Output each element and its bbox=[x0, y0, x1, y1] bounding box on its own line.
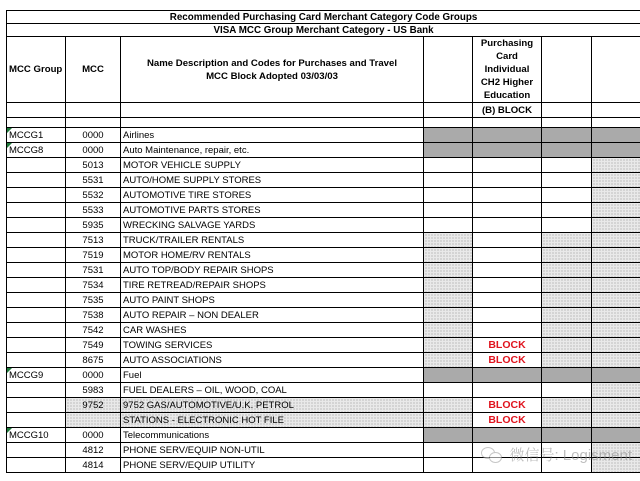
subheader-row bbox=[7, 103, 640, 118]
table-row bbox=[7, 143, 640, 158]
merchant-name-cell: Telecommunications bbox=[121, 428, 424, 443]
col-header-mcc: MCC bbox=[66, 37, 121, 103]
blank-cell bbox=[592, 383, 640, 398]
blank-cell bbox=[424, 308, 473, 323]
blank-cell bbox=[542, 383, 592, 398]
blank-cell bbox=[542, 128, 592, 143]
blank-cell bbox=[592, 413, 640, 428]
merchant-name-cell: PHONE SERV/EQUIP UTILITY bbox=[121, 458, 424, 473]
mcc-table bbox=[6, 10, 640, 473]
block-status-cell bbox=[473, 233, 542, 248]
mcc-group-cell: MCCG1 bbox=[7, 128, 66, 143]
block-status-cell bbox=[473, 428, 542, 443]
blank-cell bbox=[424, 383, 473, 398]
block-status-cell bbox=[473, 203, 542, 218]
mcc-group-cell bbox=[7, 173, 66, 188]
blank-cell bbox=[592, 428, 640, 443]
merchant-name-cell: Airlines bbox=[121, 128, 424, 143]
mcc-code-cell: 4814 bbox=[66, 458, 121, 473]
mcc-code-cell: 0000 bbox=[66, 143, 121, 158]
spreadsheet bbox=[6, 10, 640, 473]
mcc-group-cell bbox=[7, 338, 66, 353]
merchant-name-cell: AUTOMOTIVE TIRE STORES bbox=[121, 188, 424, 203]
col-header-block: (B) BLOCK bbox=[473, 103, 542, 118]
blank-cell bbox=[542, 248, 592, 263]
table-row bbox=[7, 293, 640, 308]
mcc-group-cell bbox=[7, 263, 66, 278]
table-row bbox=[7, 263, 640, 278]
blank-cell bbox=[424, 263, 473, 278]
blank-cell bbox=[592, 338, 640, 353]
table-row bbox=[7, 338, 640, 353]
table-row bbox=[7, 308, 640, 323]
mcc-group-cell bbox=[7, 323, 66, 338]
block-status-cell bbox=[473, 173, 542, 188]
blank-cell bbox=[592, 158, 640, 173]
title-row-2 bbox=[7, 24, 640, 37]
mcc-group-cell bbox=[7, 443, 66, 458]
mcc-code-cell: 7531 bbox=[66, 263, 121, 278]
blank-cell bbox=[424, 293, 473, 308]
table-row bbox=[7, 203, 640, 218]
mcc-group-cell bbox=[7, 383, 66, 398]
merchant-name-cell: AUTO PAINT SHOPS bbox=[121, 293, 424, 308]
mcc-group-cell bbox=[7, 293, 66, 308]
mcc-code-cell: 9752 bbox=[66, 398, 121, 413]
block-status-cell bbox=[473, 278, 542, 293]
mcc-code-cell: 8675 bbox=[66, 353, 121, 368]
blank-cell bbox=[542, 203, 592, 218]
block-status-cell bbox=[473, 158, 542, 173]
blank-cell bbox=[542, 218, 592, 233]
blank-cell bbox=[424, 218, 473, 233]
title-row-1 bbox=[7, 11, 640, 24]
mcc-code-cell: 0000 bbox=[66, 428, 121, 443]
blank-cell bbox=[592, 173, 640, 188]
blank-cell bbox=[424, 188, 473, 203]
blank-cell bbox=[542, 188, 592, 203]
blank-cell bbox=[592, 398, 640, 413]
merchant-name-cell: MOTOR HOME/RV RENTALS bbox=[121, 248, 424, 263]
merchant-name-cell: AUTOMOTIVE PARTS STORES bbox=[121, 203, 424, 218]
blank-cell bbox=[424, 428, 473, 443]
blank-cell bbox=[592, 233, 640, 248]
mcc-code-cell bbox=[66, 413, 121, 428]
block-status-cell bbox=[473, 383, 542, 398]
blank-cell bbox=[424, 413, 473, 428]
table-row bbox=[7, 128, 640, 143]
block-status-cell bbox=[473, 263, 542, 278]
mcc-group-cell bbox=[7, 278, 66, 293]
merchant-name-cell: 9752 GAS/AUTOMOTIVE/U.K. PETROL bbox=[121, 398, 424, 413]
header-row bbox=[7, 37, 640, 103]
mcc-group-cell bbox=[7, 308, 66, 323]
merchant-name-cell: TIRE RETREAD/REPAIR SHOPS bbox=[121, 278, 424, 293]
mcc-code-cell: 7549 bbox=[66, 338, 121, 353]
blank-cell bbox=[592, 218, 640, 233]
blank-cell bbox=[592, 128, 640, 143]
mcc-group-cell bbox=[7, 188, 66, 203]
blank-cell bbox=[424, 458, 473, 473]
blank-cell bbox=[592, 293, 640, 308]
blank-cell bbox=[424, 368, 473, 383]
blank-cell bbox=[542, 143, 592, 158]
mcc-code-cell: 7542 bbox=[66, 323, 121, 338]
merchant-name-cell: TRUCK/TRAILER RENTALS bbox=[121, 233, 424, 248]
blank-cell bbox=[542, 278, 592, 293]
wechat-icon bbox=[481, 447, 503, 463]
blank-cell bbox=[424, 203, 473, 218]
table-row bbox=[7, 413, 640, 428]
blank-cell bbox=[542, 398, 592, 413]
watermark bbox=[481, 444, 632, 465]
blank-cell bbox=[592, 323, 640, 338]
col-header-group: MCC Group bbox=[7, 37, 66, 103]
col-header-blank-2 bbox=[542, 37, 592, 103]
mcc-group-cell bbox=[7, 203, 66, 218]
table-row bbox=[7, 398, 640, 413]
table-row bbox=[7, 278, 640, 293]
blank-cell bbox=[542, 323, 592, 338]
blank-cell bbox=[542, 158, 592, 173]
merchant-name-cell: AUTO ASSOCIATIONS bbox=[121, 353, 424, 368]
blank-cell bbox=[592, 203, 640, 218]
blank-cell bbox=[424, 173, 473, 188]
blank-cell bbox=[592, 143, 640, 158]
table-row bbox=[7, 353, 640, 368]
mcc-code-cell: 7519 bbox=[66, 248, 121, 263]
blank-cell bbox=[542, 413, 592, 428]
mcc-code-cell: 0000 bbox=[66, 368, 121, 383]
block-status-cell bbox=[473, 248, 542, 263]
blank-cell bbox=[542, 338, 592, 353]
blank-cell bbox=[542, 233, 592, 248]
block-status-cell bbox=[473, 293, 542, 308]
merchant-name-cell: MOTOR VEHICLE SUPPLY bbox=[121, 158, 424, 173]
block-status-cell: BLOCK bbox=[473, 338, 542, 353]
table-row bbox=[7, 383, 640, 398]
blank-cell bbox=[542, 353, 592, 368]
blank-cell bbox=[424, 353, 473, 368]
mcc-group-cell: MCCG8 bbox=[7, 143, 66, 158]
blank-cell bbox=[424, 278, 473, 293]
merchant-name-cell: Auto Maintenance, repair, etc. bbox=[121, 143, 424, 158]
blank-cell bbox=[424, 398, 473, 413]
blank-cell bbox=[542, 428, 592, 443]
table-row bbox=[7, 323, 640, 338]
mcc-code-cell: 4812 bbox=[66, 443, 121, 458]
watermark-text: 微信号: Logisment bbox=[509, 447, 632, 464]
table-row bbox=[7, 173, 640, 188]
block-status-cell bbox=[473, 308, 542, 323]
table-title: Recommended Purchasing Card Merchant Category Code Groups bbox=[7, 11, 640, 24]
mcc-code-cell: 7538 bbox=[66, 308, 121, 323]
blank-cell bbox=[424, 158, 473, 173]
blank-cell bbox=[592, 308, 640, 323]
mcc-group-cell bbox=[7, 413, 66, 428]
table-row bbox=[7, 248, 640, 263]
mcc-code-cell: 5935 bbox=[66, 218, 121, 233]
block-status-cell bbox=[473, 323, 542, 338]
block-status-cell bbox=[473, 368, 542, 383]
mcc-group-cell bbox=[7, 218, 66, 233]
blank-cell bbox=[592, 278, 640, 293]
mcc-group-cell bbox=[7, 398, 66, 413]
mcc-group-cell bbox=[7, 233, 66, 248]
block-status-cell bbox=[473, 188, 542, 203]
blank-cell bbox=[424, 338, 473, 353]
table-row bbox=[7, 428, 640, 443]
table-row bbox=[7, 368, 640, 383]
blank-cell bbox=[424, 248, 473, 263]
blank-cell bbox=[592, 263, 640, 278]
col-header-blank bbox=[424, 37, 473, 103]
spacer-row bbox=[7, 118, 640, 128]
mcc-group-cell: MCCG10 bbox=[7, 428, 66, 443]
mcc-code-cell: 5013 bbox=[66, 158, 121, 173]
mcc-code-cell: 7513 bbox=[66, 233, 121, 248]
mcc-code-cell: 7534 bbox=[66, 278, 121, 293]
blank-cell bbox=[542, 263, 592, 278]
merchant-name-cell: PHONE SERV/EQUIP NON-UTIL bbox=[121, 443, 424, 458]
mcc-code-cell: 5531 bbox=[66, 173, 121, 188]
mcc-code-cell: 5533 bbox=[66, 203, 121, 218]
mcc-code-cell: 5532 bbox=[66, 188, 121, 203]
col-header-blank-3 bbox=[592, 37, 640, 103]
col-header-card: Purchasing Card Individual CH2 Higher Education bbox=[473, 37, 542, 103]
merchant-name-cell: FUEL DEALERS – OIL, WOOD, COAL bbox=[121, 383, 424, 398]
block-status-cell bbox=[473, 218, 542, 233]
col-header-name: Name Description and Codes for Purchases and Travel MCC Block Adopted 03/03/03 bbox=[121, 37, 424, 103]
blank-cell bbox=[542, 293, 592, 308]
merchant-name-cell: AUTO REPAIR – NON DEALER bbox=[121, 308, 424, 323]
block-status-cell: BLOCK bbox=[473, 353, 542, 368]
mcc-code-cell: 7535 bbox=[66, 293, 121, 308]
table-row bbox=[7, 158, 640, 173]
mcc-group-cell bbox=[7, 458, 66, 473]
block-status-cell bbox=[473, 143, 542, 158]
blank-cell bbox=[542, 173, 592, 188]
block-status-cell: BLOCK bbox=[473, 398, 542, 413]
merchant-name-cell: Fuel bbox=[121, 368, 424, 383]
table-row bbox=[7, 233, 640, 248]
merchant-name-cell: AUTO/HOME SUPPLY STORES bbox=[121, 173, 424, 188]
blank-cell bbox=[424, 128, 473, 143]
table-row bbox=[7, 188, 640, 203]
block-status-cell bbox=[473, 128, 542, 143]
merchant-name-cell: STATIONS - ELECTRONIC HOT FILE bbox=[121, 413, 424, 428]
mcc-code-cell: 0000 bbox=[66, 128, 121, 143]
blank-cell bbox=[424, 443, 473, 458]
blank-cell bbox=[592, 353, 640, 368]
blank-cell bbox=[592, 188, 640, 203]
merchant-name-cell: AUTO TOP/BODY REPAIR SHOPS bbox=[121, 263, 424, 278]
mcc-group-cell: MCCG9 bbox=[7, 368, 66, 383]
merchant-name-cell: CAR WASHES bbox=[121, 323, 424, 338]
block-status-cell: BLOCK bbox=[473, 413, 542, 428]
table-row bbox=[7, 218, 640, 233]
blank-cell bbox=[542, 308, 592, 323]
mcc-group-cell bbox=[7, 353, 66, 368]
merchant-name-cell: TOWING SERVICES bbox=[121, 338, 424, 353]
mcc-code-cell: 5983 bbox=[66, 383, 121, 398]
blank-cell bbox=[424, 233, 473, 248]
blank-cell bbox=[542, 368, 592, 383]
mcc-group-cell bbox=[7, 248, 66, 263]
mcc-group-cell bbox=[7, 158, 66, 173]
table-subtitle: VISA MCC Group Merchant Category - US Bank bbox=[7, 24, 640, 37]
blank-cell bbox=[592, 368, 640, 383]
blank-cell bbox=[592, 248, 640, 263]
merchant-name-cell: WRECKING SALVAGE YARDS bbox=[121, 218, 424, 233]
blank-cell bbox=[424, 143, 473, 158]
blank-cell bbox=[424, 323, 473, 338]
